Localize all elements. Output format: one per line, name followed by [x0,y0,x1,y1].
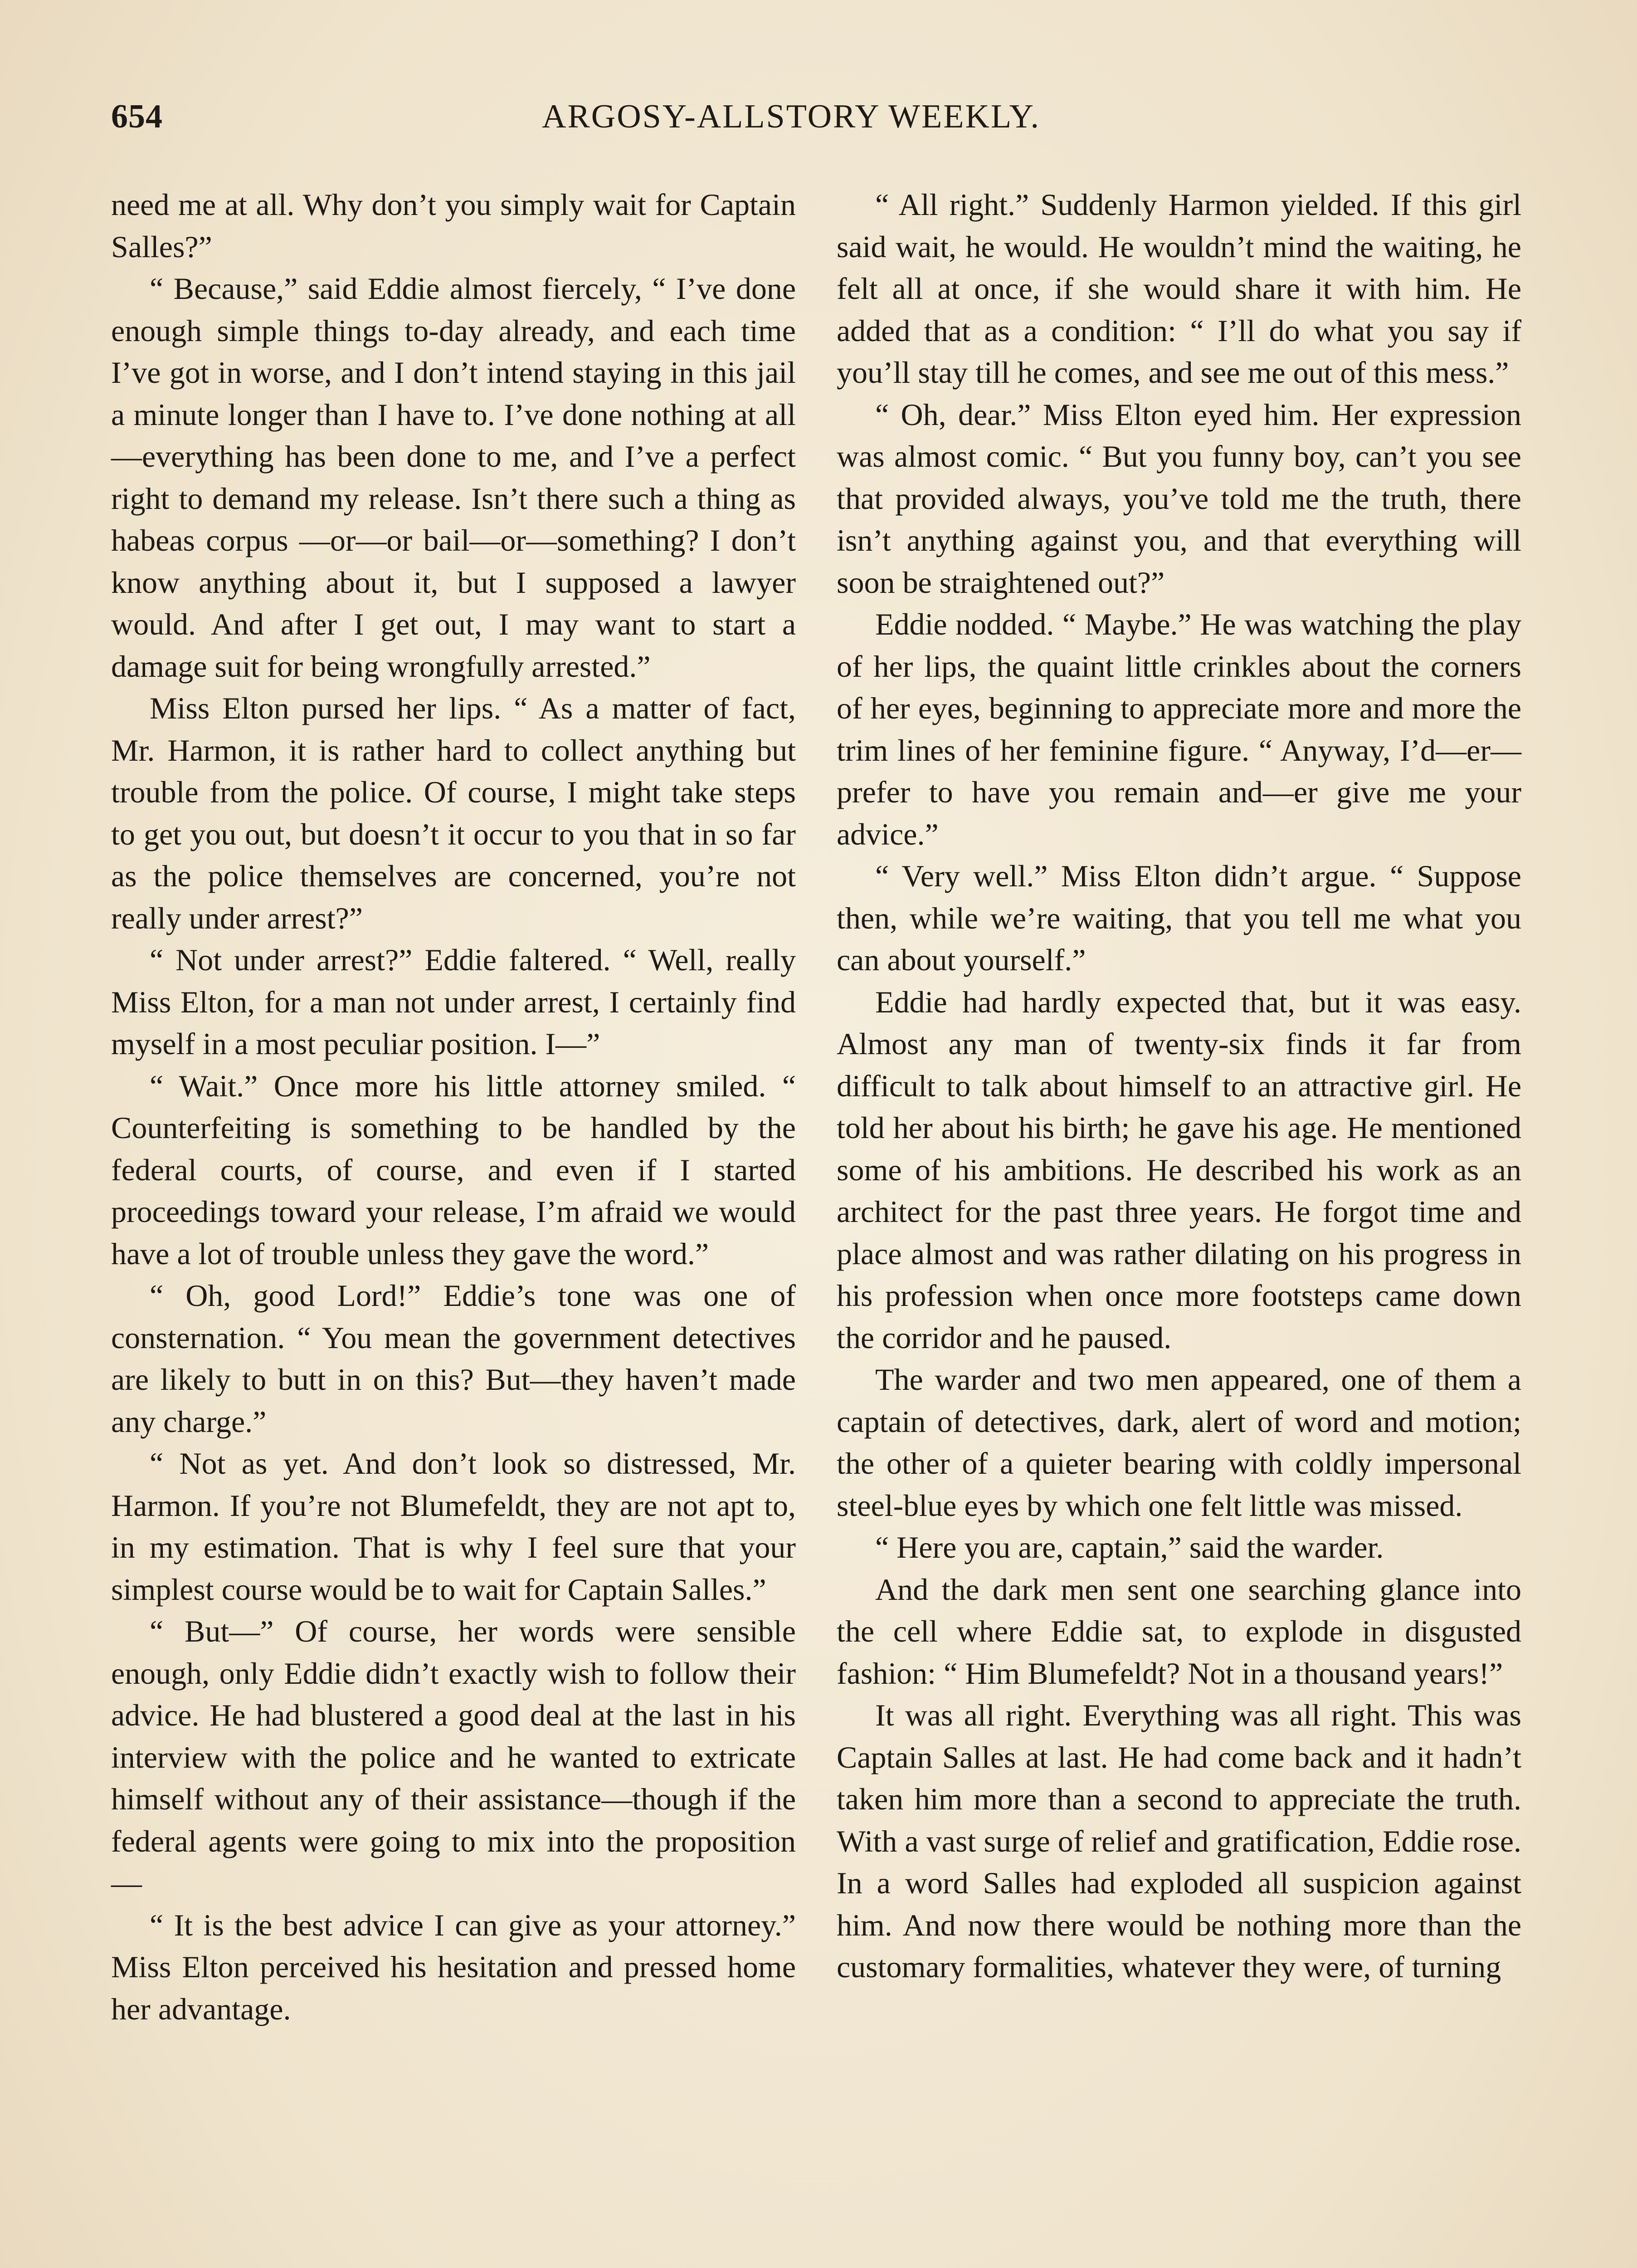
paragraph: Eddie had hardly expected that, but it was easy. Almost any man of twenty-six finds it far from difficult to talk about himself to an attractive girl. He told her about his birth; he gave his age. He mentioned some of his ambitions. He described his work as an architect for the past three years. He forgot time and place almost and was rather dilating on his progress in his profession when once more footsteps came down the corridor and he paused. [837,984,1521,1355]
paragraph: And the dark men sent one searching glance into the cell where Eddie sat, to explode in disgusted fashion: “ Him Blumefeldt? Not in a thousand years!” [837,1572,1521,1691]
paragraph: “ Because,” said Eddie almost fiercely, “ I’ve done enough simple things to-day already, and each time I’ve got in worse, and I don’t intend staying in this jail a minute longer than I have to. I’ve done nothing at all—everything has been done to me, and I’ve a perfect right to demand my release. Isn’t there such a thing as habeas corpus —or—or bail—or—something? I don’t know anything about it, but I supposed a lawyer would. And after I get out, I may want to start a damage suit for being wrongfully arrested.” [111,271,796,684]
right-column [837,184,1521,1988]
paragraph: “ Not under arrest?” Eddie faltered. “ Well, really Miss Elton, for a man not under arrest, I certainly find myself in a most peculiar position. I—” [111,943,796,1061]
paragraph: It was all right. Everything was all right. This was Captain Salles at last. He had come back and it hadn’t taken him more than a second to appreciate the truth. With a vast surge of relief and gratification, Eddie rose. In a word Salles had exploded all suspicion against him. And now there would be nothing more than the customary formalities, whatever they were, of turning [837,1698,1521,1984]
paragraph: “ All right.” Suddenly Harmon yielded. If this girl said wait, he would. He wouldn’t mind the waiting, he felt all at once, if she would share it with him. He added that as a condition: “ I’ll do what you say if you’ll stay till he comes, and see me out of this mess.” [837,187,1521,390]
running-head: ARGOSY-ALLSTORY WEEKLY. [542,98,1041,135]
paragraph: “ Oh, good Lord!” Eddie’s tone was one of consternation. “ You mean the government detectives are likely to butt in on this? But—they haven’t made any charge.” [111,1278,796,1439]
left-column [111,184,796,2030]
paragraph: “ Wait.” Once more his little attorney smiled. “ Counterfeiting is something to be handled by the federal courts, of course, and even if I started proceedings toward your release, I’m afraid we would have a lot of trouble unless they gave the word.” [111,1068,796,1271]
paragraph: Miss Elton pursed her lips. “ As a matter of fact, Mr. Harmon, it is rather hard to collect anything but trouble from the police. Of course, I might take steps to get you out, but doesn’t it occur to you that in so far as the police themselves are concerned, you’re not really under arrest?” [111,691,796,935]
paragraph: “ Very well.” Miss Elton didn’t argue. “ Suppose then, while we’re waiting, that you tell me what you can about yourself.” [837,859,1521,977]
paragraph: “ Not as yet. And don’t look so distressed, Mr. Harmon. If you’re not Blumefeldt, they are not apt to, in my estimation. That is why I feel sure that your simplest course would be to wait for Captain Salles.” [111,1446,796,1607]
paragraph: The warder and two men appeared, one of them a captain of detectives, dark, alert of word and motion; the other of a quieter bearing with coldly impersonal steel-blue eyes by which one felt little was missed. [837,1362,1521,1523]
paragraph: Eddie nodded. “ Maybe.” He was watching the play of her lips, the quaint little crinkles about the corners of her eyes, beginning to appreciate more and more the trim lines of her feminine figure. “ Anyway, I’d—er—prefer to have you remain and—er give me your advice.” [837,607,1521,851]
paragraph: need me at all. Why don’t you simply wait for Captain Salles?” [111,187,796,264]
paragraph: “ But—” Of course, her words were sensible enough, only Eddie didn’t exactly wish to follow their advice. He had blustered a good deal at the last in his interview with the police and he wanted to extricate himself without any of their assistance—though if the federal agents were going to mix into the proposition— [111,1614,796,1900]
page-header [111,98,1526,147]
paragraph: “ Here you are, captain,” said the warder. [875,1530,1384,1564]
paragraph: “ Oh, dear.” Miss Elton eyed him. Her expression was almost comic. “ But you funny boy, can’t you see that provided always, you’ve told me the truth, there isn’t anything against you, and that everything will soon be straightened out?” [837,397,1521,600]
paragraph: “ It is the best advice I can give as your attorney.” Miss Elton perceived his hesitation and pressed home her advantage. [111,1907,796,2026]
page-number: 654 [111,98,163,135]
